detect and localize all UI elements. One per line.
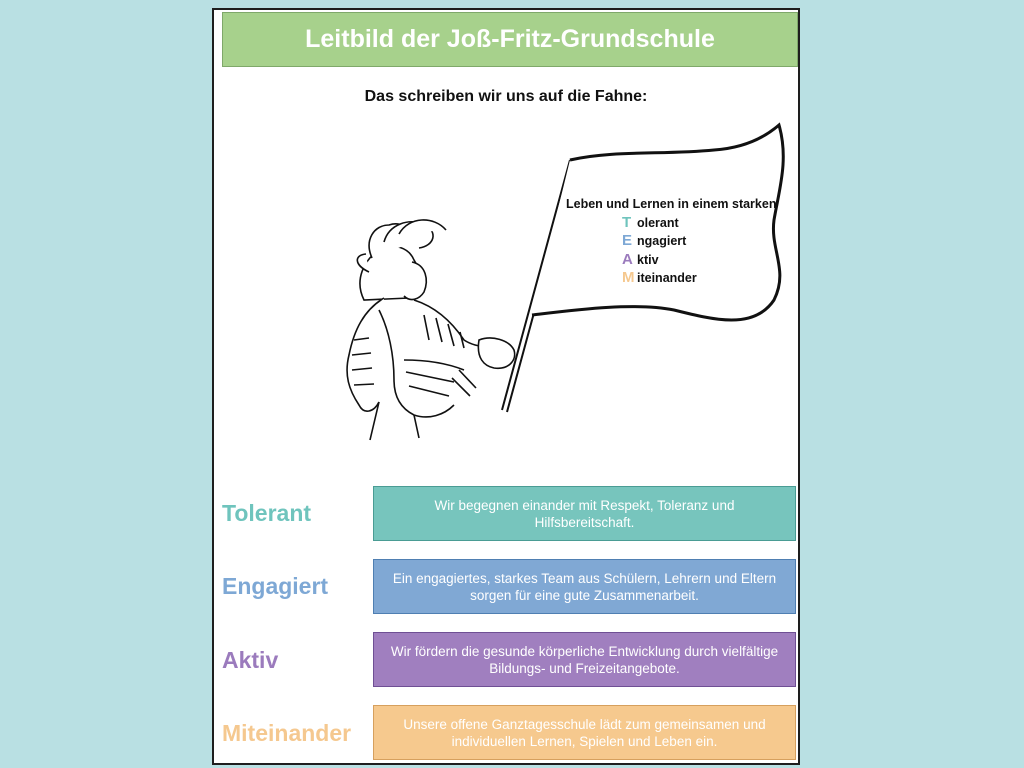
acronym-letter-t: T — [622, 213, 632, 231]
acronym-letter-a: A — [622, 250, 633, 268]
value-label-tolerant: Tolerant — [222, 500, 312, 526]
value-box-tolerant — [373, 486, 796, 541]
value-text-tolerant: Wir begegnen einander mit Respekt, Toleranz und Hilfsbereitschaft. — [434, 497, 735, 530]
value-box-miteinander — [373, 705, 796, 760]
acronym-letter-e: E — [622, 232, 633, 249]
acronym-rest-e: ngagiert — [637, 234, 687, 248]
acronym-line-e — [622, 232, 776, 251]
value-label-miteinander: Miteinander — [222, 720, 352, 746]
knight-figure — [347, 220, 515, 440]
acronym-rest-t: olerant — [637, 215, 679, 230]
acronym-line-t — [622, 214, 776, 233]
poster — [212, 8, 800, 765]
poster-title: Leitbild der Joß-Fritz-Grundschule — [305, 25, 715, 53]
acronym-rest-a: ktiv — [637, 252, 659, 267]
acronym-letter-m: M — [622, 269, 635, 286]
acronym-rest-m: iteinander — [637, 271, 697, 285]
value-text-engagiert: Ein engagiertes, starkes Team aus Schülern, Lehrern und Eltern sorgen für eine gute Zusammenarbeit. — [392, 570, 777, 603]
value-label-engagiert: Engagiert — [222, 573, 329, 599]
value-box-aktiv — [373, 632, 796, 687]
flag-heading: Leben und Lernen in einem starken — [566, 197, 777, 211]
subtitle: Das schreiben wir uns auf die Fahne: — [364, 88, 648, 105]
acronym-line-a — [622, 251, 776, 270]
value-text-miteinander: Unsere offene Ganztagesschule lädt zum gemeinsamen und individuellen Lernen, Spielen und Leben ein. — [403, 716, 766, 749]
acronym-line-m — [622, 269, 776, 288]
flag-text — [566, 195, 776, 288]
value-box-engagiert — [373, 559, 796, 614]
value-label-aktiv: Aktiv — [222, 647, 279, 673]
value-text-aktiv: Wir fördern die gesunde körperliche Entwicklung durch vielfältige Bildungs- und Freizeitangebote. — [390, 643, 779, 676]
